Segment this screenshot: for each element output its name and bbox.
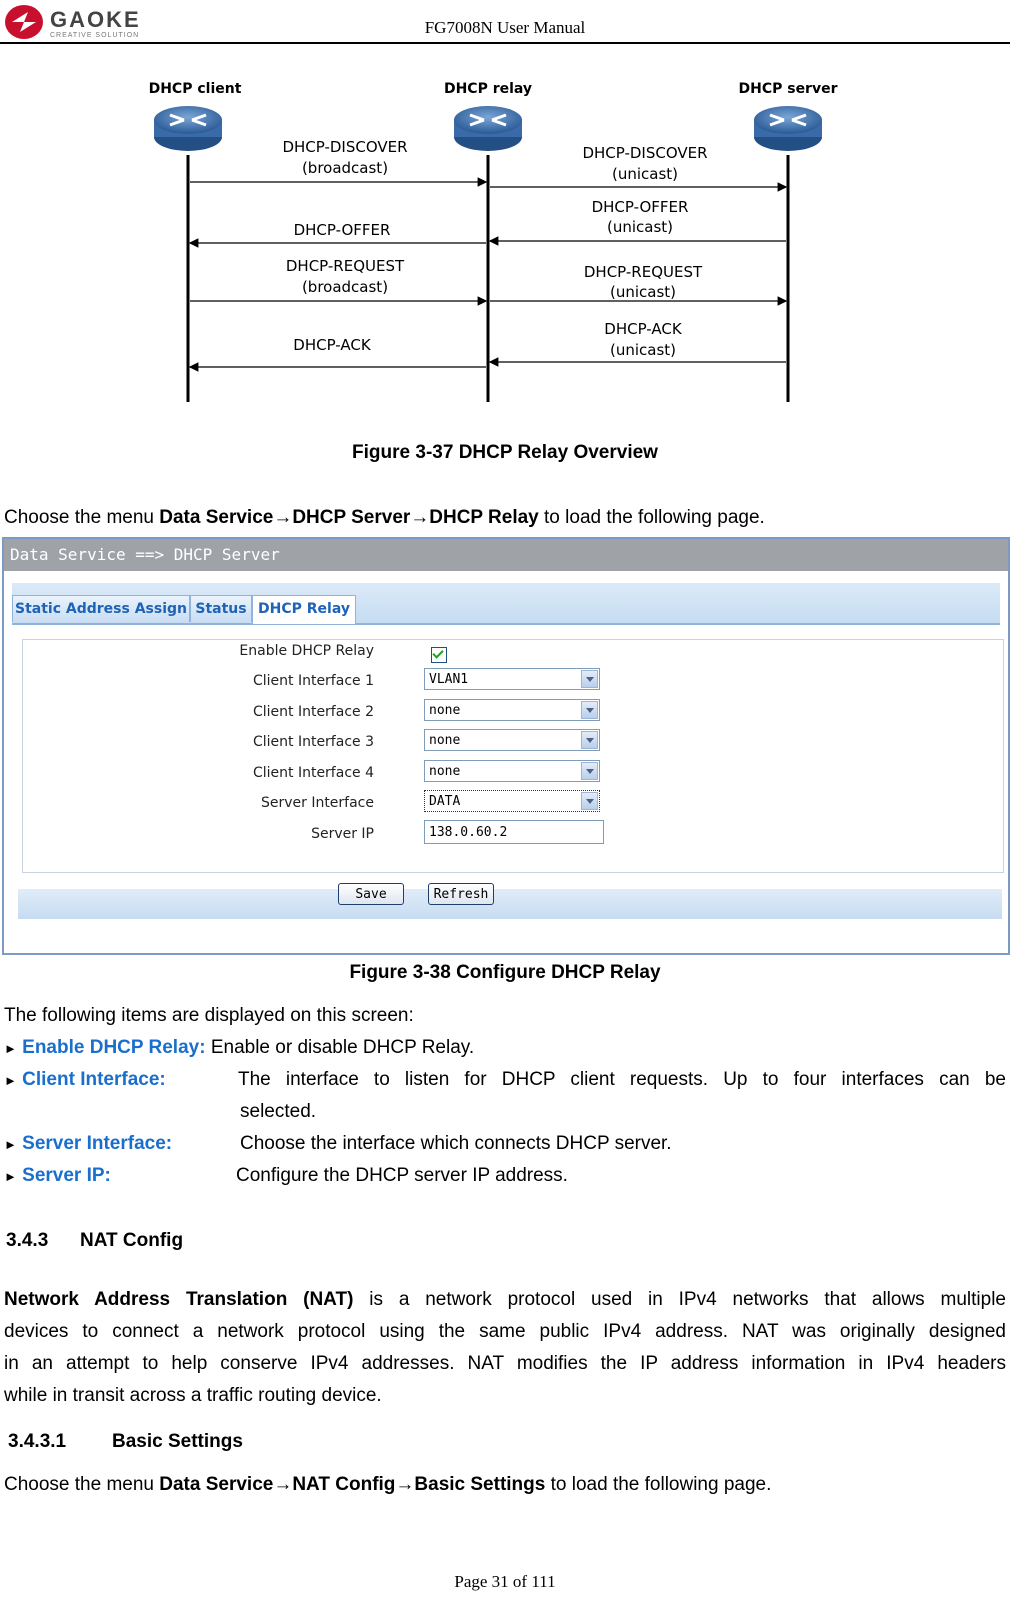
nat-choose-paragraph — [4, 1469, 1006, 1501]
nat-line-2: devices to connect a network protocol using the same public IPv4 address. NAT was originally designed — [4, 1321, 1006, 1342]
figure-37-caption: Figure 3-37 DHCP Relay Overview — [352, 442, 658, 463]
client-router-icon — [154, 106, 222, 151]
intro-prefix: Choose the menu — [4, 507, 160, 528]
bullet-icon: ► — [4, 1041, 17, 1056]
client-interface-2-value: none — [429, 703, 461, 718]
client-interface-1-label: Client Interface 1 — [252, 673, 374, 689]
section-number: 3.4.3 — [6, 1230, 49, 1251]
tab-bar — [12, 583, 1000, 625]
nat-choose-prefix: Choose the menu — [4, 1474, 160, 1495]
item-server-ip-name: Server IP: — [22, 1165, 111, 1186]
server-interface-select[interactable] — [424, 790, 600, 812]
nat-line-4: while in transit across a traffic routing device. — [4, 1385, 382, 1406]
server-ip-input[interactable]: 138.0.60.2 — [424, 820, 604, 844]
left-msg-1-line1: DHCP-DISCOVER — [282, 138, 408, 156]
manual-title: FG7008N User Manual — [424, 18, 586, 37]
left-msg-4-line1: DHCP-ACK — [293, 336, 371, 354]
nat-menu-path: Data Service→NAT Config→Basic Settings — [159, 1474, 546, 1495]
left-msg-1-line2: (broadcast) — [301, 159, 389, 177]
brand-subtext: CREATIVE SOLUTION — [50, 32, 140, 39]
right-msg-2-line1: DHCP-OFFER — [591, 198, 689, 216]
relay-router-icon — [454, 106, 522, 151]
save-button[interactable]: Save — [338, 883, 404, 905]
bullet-icon: ► — [4, 1169, 17, 1184]
right-msg-3-line1: DHCP-REQUEST — [583, 263, 703, 281]
item-enable-desc: Enable or disable DHCP Relay. — [205, 1037, 475, 1058]
chevron-down-icon — [581, 670, 598, 688]
relay-label: DHCP relay — [443, 81, 533, 97]
tab-status[interactable]: Status — [190, 595, 252, 622]
intro-menu-path: Data Service→DHCP Server→DHCP Relay — [159, 507, 539, 528]
left-msg-3-line2: (broadcast) — [301, 278, 389, 296]
figure-38-caption: Figure 3-38 Configure DHCP Relay — [349, 962, 661, 983]
nat-choose-suffix: to load the following page. — [545, 1474, 772, 1495]
item-server-interface-name: Server Interface: — [22, 1133, 173, 1154]
bullet-icon: ► — [4, 1073, 17, 1088]
server-ip-label: Server IP — [311, 826, 374, 842]
item-server-ip — [4, 1160, 111, 1193]
screen-title: Data Service ==> DHCP Server — [4, 539, 1008, 571]
server-interface-label: Server Interface — [260, 795, 374, 811]
button-bar — [18, 889, 1002, 919]
client-interface-3-label: Client Interface 3 — [252, 734, 374, 750]
right-msg-4-line1: DHCP-ACK — [604, 320, 682, 338]
right-msg-2-line2: (unicast) — [606, 218, 674, 236]
bullet-icon: ► — [4, 1137, 17, 1152]
enable-relay-checkbox[interactable] — [431, 647, 447, 663]
client-interface-2-label: Client Interface 2 — [252, 704, 374, 720]
item-client-desc-2: selected. — [240, 1101, 317, 1122]
item-enable — [4, 1032, 474, 1065]
item-client — [4, 1064, 166, 1097]
client-interface-1-value: VLAN1 — [429, 672, 469, 687]
right-msg-3-line2: (unicast) — [609, 283, 677, 301]
left-msg-3-line1: DHCP-REQUEST — [285, 257, 405, 275]
server-label: DHCP server — [738, 81, 838, 97]
brand-text: GAOKE — [50, 7, 141, 32]
intro-suffix: to load the following page. — [538, 507, 765, 528]
client-interface-4-select[interactable] — [424, 760, 600, 782]
section-heading: NAT Config — [80, 1230, 184, 1251]
tab-static-address-assign[interactable]: Static Address Assign — [12, 595, 190, 622]
client-interface-4-value: none — [429, 764, 461, 779]
refresh-button[interactable]: Refresh — [428, 883, 494, 905]
chevron-down-icon — [581, 792, 598, 810]
page-footer: Page 31 of 111 — [454, 1572, 556, 1591]
chevron-down-icon — [581, 731, 598, 749]
item-client-desc-1: The interface to listen for DHCP client requests. Up to four interfaces can be — [238, 1069, 1006, 1090]
enable-relay-label: Enable DHCP Relay — [239, 643, 374, 659]
left-msg-2-line1: DHCP-OFFER — [293, 221, 391, 239]
tab-dhcp-relay[interactable]: DHCP Relay — [252, 595, 356, 624]
server-router-icon — [754, 106, 822, 151]
items-intro: The following items are displayed on this screen: — [4, 1005, 414, 1026]
dhcp-relay-config-screen — [2, 537, 1010, 955]
right-msg-4-line2: (unicast) — [609, 341, 677, 359]
server-interface-value: DATA — [429, 794, 461, 809]
client-interface-1-select[interactable] — [424, 668, 600, 690]
right-msg-1-line2: (unicast) — [611, 165, 679, 183]
client-interface-2-select[interactable] — [424, 699, 600, 721]
item-enable-name: Enable DHCP Relay: — [22, 1037, 206, 1058]
item-server-interface-desc: Choose the interface which connects DHCP server. — [240, 1133, 672, 1154]
subsection-number: 3.4.3.1 — [8, 1431, 67, 1452]
item-server-interface — [4, 1128, 172, 1161]
intro-paragraph — [4, 502, 1006, 534]
dhcp-relay-diagram — [140, 75, 870, 420]
right-msg-1-line1: DHCP-DISCOVER — [582, 144, 708, 162]
chevron-down-icon — [581, 762, 598, 780]
nat-line-1 — [4, 1284, 1006, 1316]
chevron-down-icon — [581, 701, 598, 719]
subsection-heading: Basic Settings — [112, 1431, 243, 1452]
nat-line-3: in an attempt to help conserve IPv4 addresses. NAT modifies the IP address information in IPv4 headers — [4, 1353, 1006, 1374]
item-client-name: Client Interface: — [22, 1069, 166, 1090]
client-interface-4-label: Client Interface 4 — [252, 765, 374, 781]
client-interface-3-select[interactable] — [424, 729, 600, 751]
nat-term: Network Address Translation (NAT) — [4, 1289, 354, 1310]
item-server-ip-desc: Configure the DHCP server IP address. — [236, 1165, 568, 1186]
header-rule — [0, 42, 1010, 44]
nat-line-1-text: is a network protocol used in IPv4 networks that allows multiple — [353, 1289, 1006, 1310]
client-label: DHCP client — [148, 81, 242, 97]
client-interface-3-value: none — [429, 733, 461, 748]
